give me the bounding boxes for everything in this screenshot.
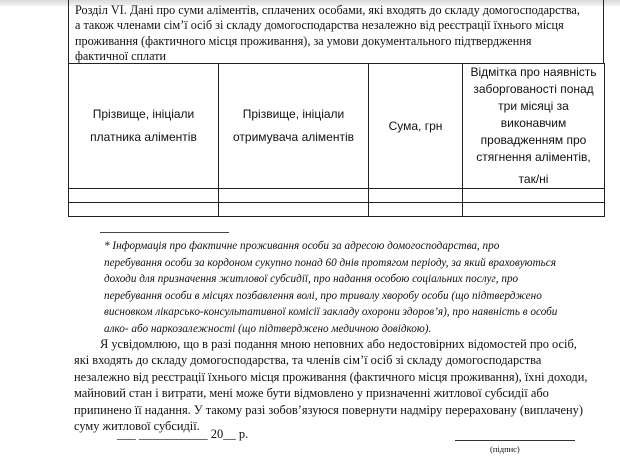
table-cell[interactable] xyxy=(69,189,219,203)
section-line: Розділ VI. Дані про суми аліментів, сплачених особами, які входять до складу домогосподарства, xyxy=(75,3,580,17)
table-cell[interactable] xyxy=(369,203,463,217)
footnote-line: алко- або наркозалежності (що підтверджено медичною довідкою). xyxy=(104,322,432,335)
statement-line: суму житлової субсидії. xyxy=(74,419,200,434)
column-header-amount xyxy=(369,64,463,189)
header-line: виконавчим xyxy=(500,116,567,130)
section-line: проживання (фактичного місця проживання), за умови документального підтвердження xyxy=(75,33,532,48)
footnote-line: перебування особи за кордоном сукупно понад 60 днів протягом періоду, за який враховуються xyxy=(104,256,556,269)
table-cell[interactable] xyxy=(219,189,369,203)
alimony-table xyxy=(68,63,605,217)
section-vi-heading xyxy=(68,0,604,64)
header-line: три місяці за xyxy=(498,99,569,113)
acknowledgement-statement xyxy=(74,336,602,434)
header-line: Відмітка про наявність xyxy=(470,65,597,79)
footnote-line: * Інформація про фактичне проживання особи за адресою домогосподарства, про xyxy=(104,240,500,252)
footnote xyxy=(104,238,596,337)
header-line: так/ні xyxy=(518,172,549,186)
signature-line[interactable] xyxy=(455,440,575,441)
header-line: отримувача аліментів xyxy=(232,130,354,144)
table-cell[interactable] xyxy=(463,203,605,217)
header-line: Сума, грн xyxy=(388,118,443,133)
column-header-arrears xyxy=(463,64,605,189)
table-cell[interactable] xyxy=(463,189,605,203)
table-row xyxy=(69,203,605,217)
header-line: стягнення аліментів, xyxy=(476,150,591,164)
column-header-recipient xyxy=(219,64,369,189)
section-line: а також членами сім’ї осіб зі складу домогосподарства незалежно від реєстрації їхнього місця xyxy=(75,18,564,33)
footnote-line: висновком лікарсько-консультативної комісії закладу охорони здоров’я), про наявність в особи xyxy=(104,306,558,318)
column-header-payer xyxy=(69,64,219,189)
statement-line: незалежно від реєстрації їхнього місця проживання (фактичного місця проживання), їхні доходи, xyxy=(74,369,588,384)
table-cell[interactable] xyxy=(69,203,219,217)
statement-line: Я усвідомлюю, що в разі подання мною неповних або недостовірних відомостей про осіб, xyxy=(100,337,577,351)
statement-line: майновий стан і витрати, мені може бути відмовлено у призначенні житлової субсидії або xyxy=(74,386,549,401)
header-line: платника аліментів xyxy=(90,130,197,144)
table-cell[interactable] xyxy=(219,203,369,217)
table-row xyxy=(69,189,605,203)
section-line: фактичної сплати xyxy=(75,48,167,63)
footnote-line: доходи для призначення житлової субсидії, про надання особою соціальних послуг, про xyxy=(104,273,519,285)
statement-line: які входять до складу домогосподарства, та членів сім’ї осіб зі складу домогосподарства xyxy=(74,353,542,368)
header-line: заборгованості понад xyxy=(473,82,594,96)
footnote-separator xyxy=(100,232,229,233)
header-line: провадженням про xyxy=(480,133,587,147)
statement-line: припинено її надання. У такому разі зобов’язуюся повернути надміру перераховану (виплачену) xyxy=(74,402,583,417)
header-line: Прізвище, ініціали xyxy=(242,107,345,121)
table-cell[interactable] xyxy=(369,189,463,203)
header-line: Прізвище, ініціали xyxy=(92,107,195,121)
signature-caption: (підпис) xyxy=(490,444,520,454)
table-header-row xyxy=(69,64,605,189)
footnote-line: перебування особи в місцях позбавлення волі, про тривалу хворобу особи (що підтверджено xyxy=(104,289,542,302)
date-field[interactable]: ___ ___________ 20__ р. xyxy=(117,427,249,441)
